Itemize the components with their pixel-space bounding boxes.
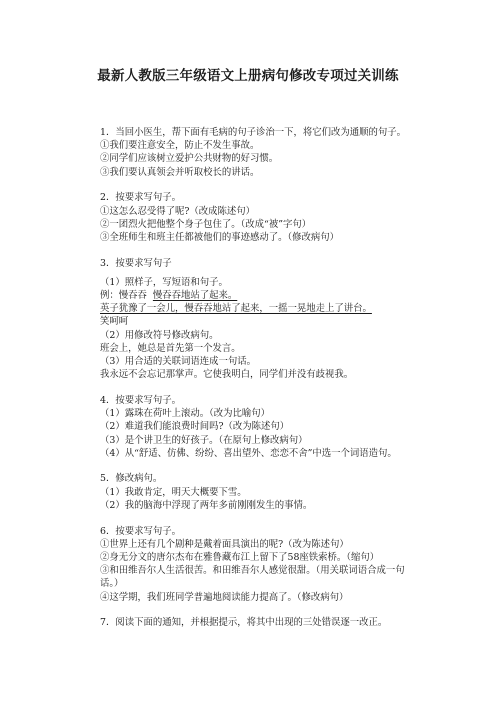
question-3-head: 3．按要求写句子 [100, 257, 172, 269]
question-3-part-2-sentence: 班会上，她总是首先第一个发言。 [100, 342, 241, 354]
question-1-item: ③我们要认真领会并听取校长的讲话。 [100, 166, 260, 178]
exercise-list [100, 126, 484, 630]
question-4-item: （3）是个讲卫生的好孩子。（在原句上修改病句） [100, 434, 308, 446]
question-4-item: （2）难道我们能浪费时间吗?（改为陈述句） [100, 421, 290, 433]
question-2-item: ②一团烈火把他整个身子包住了。（改成“被”字句） [100, 218, 312, 230]
question-6-item: ②身无分文的唐尔杰布在雅鲁藏布江上留下了58座铁索桥。（缩句） [100, 551, 380, 563]
question-6-item: 话。） [100, 578, 124, 590]
question-2-head: 2．按要求写句子。 [100, 192, 181, 204]
question-3-part-1: （1）照样子，写短语和句子。 [100, 276, 228, 288]
question-4-item: （4）从“舒适、仿佛、纷纷、喜出望外、恋恋不舍”中选一个词语造句。 [100, 447, 397, 459]
question-6-item: ④这学期，我们班同学普遍地阅读能力提高了。（修改病句） [100, 591, 349, 603]
example-underlined: 慢吞吞地站了起来。 [152, 290, 238, 302]
question-4-head: 4．按要求写句子。 [100, 394, 181, 406]
example-sentence: 英子犹豫了一会儿，慢吞吞地站了起来，一摇一晃地走上了讲台。 [100, 303, 372, 315]
question-3-part-3: （3）用合适的关联词语连成一句话。 [100, 356, 256, 368]
question-1-item: ①我们要注意安全，防止不发生事故。 [100, 140, 260, 152]
question-5-item: （1）我敢肯定，明天大概要下雪。 [100, 486, 247, 498]
question-6 [100, 525, 484, 604]
question-3-part-2: （2）用修改符号修改病句。 [100, 329, 219, 341]
question-6-head: 6．按要求写句子。 [100, 525, 181, 537]
question-1-item: ②同学们应该树立爱护公共财物的好习惯。 [100, 153, 279, 165]
question-6-item: ①世界上还有几个剧种是戴着面具演出的呢?（改为陈述句） [100, 538, 349, 550]
question-3-part-3-sentence: 我永远不会忘记那掌声。它使我明白，同学们并没有歧视我。 [100, 369, 354, 381]
question-1 [100, 126, 484, 179]
question-5-item: （2）我的脑海中浮现了两年多前刚刚发生的事情。 [100, 499, 313, 511]
question-6-item: ③和田维吾尔人生活很苦。和田维吾尔人感觉很甜。（用关联词语合成一句 [100, 565, 405, 577]
question-4 [100, 394, 484, 460]
question-7-head: 7．阅读下面的通知，并根据提示，将其中出现的三处错误逐一改正。 [100, 617, 388, 629]
question-4-item: （1）露珠在荷叶上滚动。（改为比喻句） [100, 408, 271, 420]
question-2 [100, 191, 484, 244]
question-7 [100, 616, 484, 629]
example-word: 笑呵呵 [100, 316, 129, 328]
question-3-example [100, 289, 484, 302]
question-2-item: ③全班师生和班主任都被他们的事迹感动了。（修改病句） [100, 231, 340, 243]
page-title: 最新人教版三年级语文上册病句修改专项过关训练 [97, 68, 399, 84]
question-3 [100, 257, 484, 382]
question-1-head: 1．当回小医生，帮下面有毛病的句子诊治一下，将它们改为通顺的句子。 [100, 127, 406, 138]
example-prefix: 例：慢吞吞 [100, 290, 147, 302]
question-5 [100, 472, 484, 512]
question-5-head: 5．修改病句。 [100, 473, 163, 485]
question-2-item: ①这怎么忍受得了呢?（改成陈述句） [100, 205, 256, 217]
